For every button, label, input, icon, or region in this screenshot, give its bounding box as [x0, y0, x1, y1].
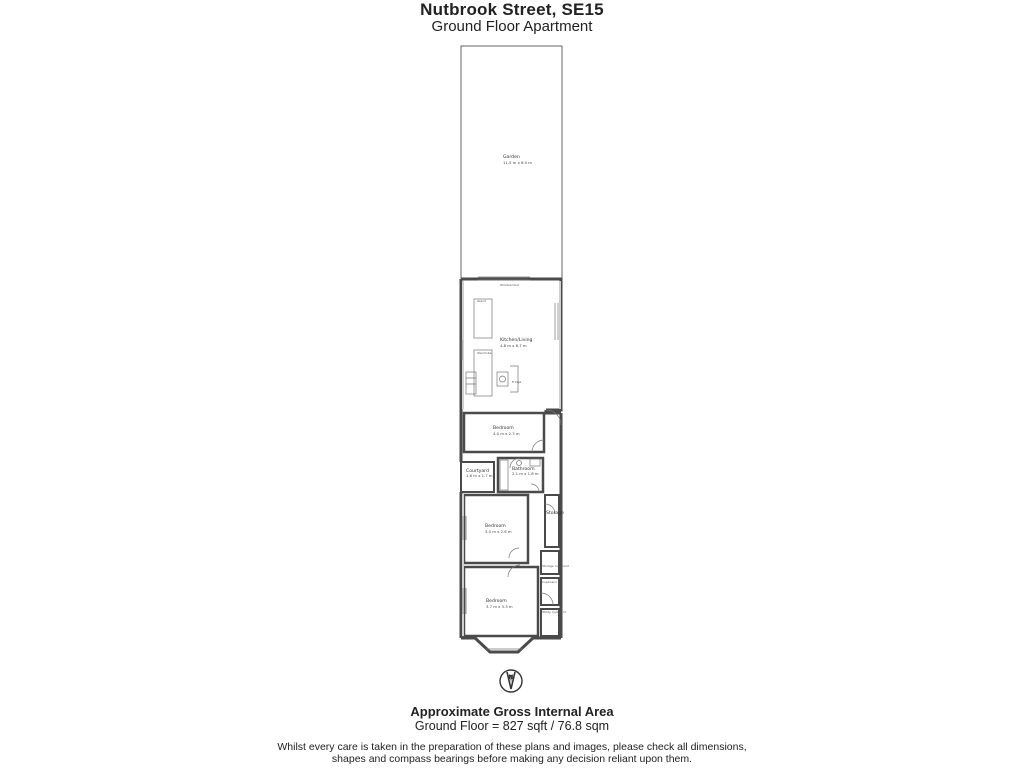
- bedroom-3-dims: 3.7 m x 3.3 m: [486, 604, 513, 609]
- bedroom-1-dims: 4.0 m x 2.3 m: [493, 431, 520, 436]
- compass-north-label: N: [508, 674, 514, 681]
- garden-area: [461, 46, 562, 278]
- compass-icon: [500, 670, 522, 692]
- bathroom-dims: 2.1 m x 1.8 m: [512, 471, 539, 476]
- fridge-note: Fridge: [512, 380, 522, 384]
- building-outline: [461, 279, 561, 652]
- area-title: Approximate Gross Internal Area: [410, 704, 614, 719]
- storage-label: Storage: [546, 511, 564, 516]
- bathroom-label: Bathroom: [512, 467, 535, 472]
- storage-cupboard-note: Storage cupboard: [542, 564, 569, 568]
- bedroom-3-label: Bedroom: [486, 599, 507, 604]
- kitchen-living-label: Kitchen/Living: [500, 338, 533, 343]
- door-swings: [508, 410, 561, 605]
- hall-cupboard-note: Cupboard: [542, 580, 557, 584]
- courtyard-dims: 1.6 m x 1.7 m: [466, 473, 493, 478]
- garden-dims: 11.5 m x 6.0 m: [503, 160, 532, 165]
- window-note: Window/door: [500, 283, 520, 287]
- plan-subtitle: Ground Floor Apartment: [431, 18, 593, 35]
- garden-label: Garden: [503, 155, 520, 160]
- island-note: Island: [477, 299, 486, 303]
- kitchen-living-dims: 4.8 m x 6.7 m: [500, 343, 527, 348]
- bedroom-1-label: Bedroom: [493, 426, 514, 431]
- wardrobe-note: Wardrobe: [477, 351, 492, 355]
- plan-title: Nutbrook Street, SE15: [420, 0, 604, 19]
- utility-cupboard-note: Utility cupboard: [542, 610, 566, 614]
- bedroom-2-label: Bedroom: [485, 524, 506, 529]
- disclaimer-text: Whilst every care is taken in the preparation of these plans and images, please check all dimensions, shapes and compass bearings before making any decision reliant upon them.: [277, 741, 747, 765]
- area-value: Ground Floor = 827 sqft / 76.8 sqm: [414, 719, 610, 733]
- bedroom-2-dims: 3.0 m x 2.6 m: [485, 529, 512, 534]
- courtyard-label: Courtyard: [466, 469, 489, 474]
